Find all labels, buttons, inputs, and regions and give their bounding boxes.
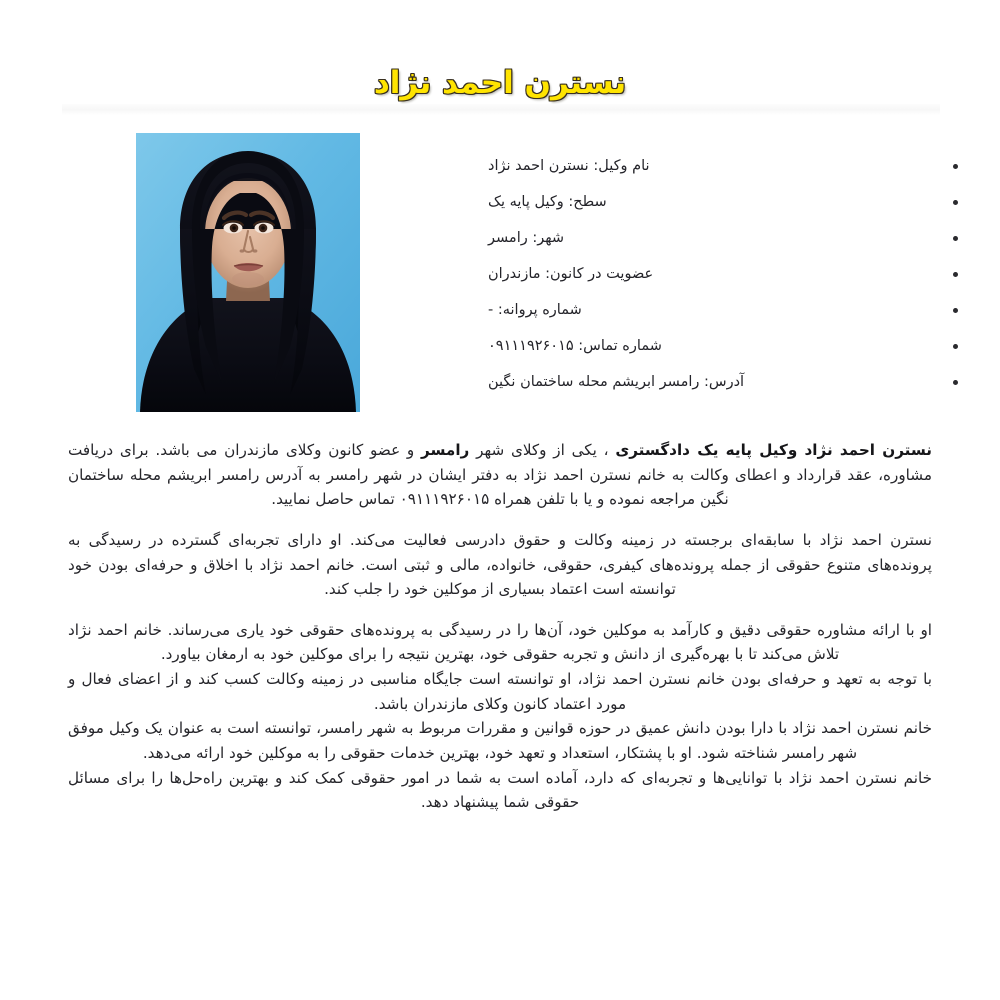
list-item — [466, 159, 936, 175]
intro-paragraph — [68, 438, 932, 512]
info-phone-number: شماره تماس: ۰۹۱۱۱۹۲۶۰۱۵ — [488, 337, 662, 354]
list-item — [466, 339, 936, 355]
bio-paragraph-2: او با ارائه مشاوره حقوقی دقیق و کارآمد به موکلین خود، آن‌ها را در رسیدگی به پرونده‌های حقوقی خود یاری می‌رساند. خانم احمد نژاد تلاش می‌کند تا با بهره‌گیری از دانش و تجربه حقوقی خود، بهترین نتیجه را برای موکلین خود به ارمغان بیاورد. — [68, 620, 932, 664]
list-item — [466, 195, 936, 211]
profile-section — [0, 133, 1000, 418]
bullet-icon — [953, 380, 958, 385]
page-header — [0, 0, 1000, 120]
bio-paragraph-1: نسترن احمد نژاد با سابقه‌ای برجسته در زمینه وکالت و حقوق دادرسی فعالیت می‌کند. او دارای تجربه‌ای گسترده در رسیدگی به پرونده‌های متنوع حقوقی از جمله پرونده‌های کیفری، حقوقی، خانواده، مالی و ثبتی است. خانم احمد نژاد با اخلاق و حرفه‌ای بودن خود توانسته است اعتماد بسیاری از موکلین خود را جلب کند. — [68, 530, 932, 599]
bullet-icon — [953, 236, 958, 241]
info-address: آدرس: رامسر ابریشم محله ساختمان نگین — [488, 373, 745, 390]
portrait-photo-illustration — [136, 133, 360, 412]
info-name: نام وکیل: نسترن احمد نژاد — [488, 158, 650, 174]
intro-rest: برای دریافت مشاوره، عقد قرارداد و اعطای وکالت به خانم نسترن احمد نژاد به دفتر ایشان در شهر رامسر به آدرس رامسر ابریشم محله ساختمان نگین مراجعه نموده و یا با تلفن همراه ۰۹۱۱۱۹۲۶۰۱۵ تماس حاصل نمایید. — [68, 441, 932, 509]
bullet-icon — [953, 164, 958, 169]
bullet-icon — [953, 200, 958, 205]
bullet-icon — [953, 272, 958, 277]
bio-paragraph-3: با توجه به تعهد و حرفه‌ای بودن خانم نسترن احمد نژاد، او توانسته است جایگاه مناسبی در زمینه وکالت کسب کند و از اعضای فعال و مورد اعتماد کانون وکلای مازندران باشد. — [68, 670, 932, 713]
bullet-icon — [953, 308, 958, 313]
bullet-icon — [953, 344, 958, 349]
lawyer-photo — [136, 133, 360, 412]
intro-lead-bold: نسترن احمد نژاد وکیل پایه یک دادگستری — [615, 441, 933, 459]
intro-city-bold: رامسر — [421, 441, 470, 459]
header-divider — [62, 104, 940, 115]
intro-mid-2: و عضو کانون وکلای مازندران می باشد. — [155, 441, 422, 459]
bio-paragraph-4: خانم نسترن احمد نژاد با دارا بودن دانش عمیق در حوزه قوانین و مقررات مربوط به شهر رامسر، توانسته است به عنوان یک وکیل موفق شهر رامسر شناخته شود. او با پشتکار، استعداد و تعهد خود، بهترین خدمات حقوقی را به موکلین خود ارائه می‌دهد. — [68, 719, 932, 762]
intro-mid-1: ، یکی از وکلای شهر — [469, 441, 616, 459]
list-item — [466, 231, 936, 247]
page-title: نسترن احمد نژاد — [373, 64, 627, 101]
info-license-number: شماره پروانه: - — [488, 301, 582, 318]
info-bar-association: عضویت در کانون: مازندران — [488, 265, 654, 282]
list-item — [466, 375, 936, 391]
info-level: سطح: وکیل پایه یک — [488, 193, 607, 210]
lawyer-info-list — [466, 159, 936, 411]
info-city: شهر: رامسر — [488, 229, 565, 246]
bio-paragraph-5: خانم نسترن احمد نژاد با توانایی‌ها و تجربه‌ای که دارد، آماده است به شما در امور حقوقی کمک کند و بهترین راه‌حل‌ها را برای مسائل حقوقی شما پیشنهاد دهد. — [68, 768, 932, 812]
list-item — [466, 267, 936, 283]
biography-section — [68, 438, 932, 831]
list-item — [466, 303, 936, 319]
